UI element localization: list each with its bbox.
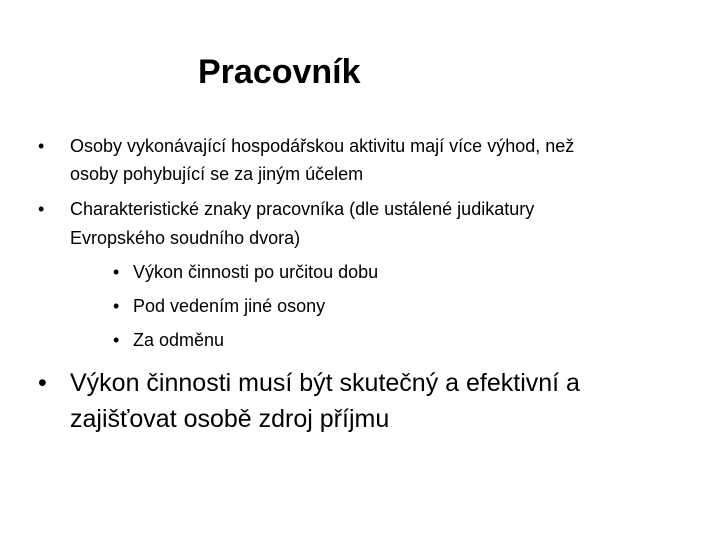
bullet-item-3-line-1: Výkon činnosti musí být skutečný a efektivní a	[70, 369, 580, 397]
slide-title: Pracovník	[198, 53, 361, 91]
bullet-item-2-line-2: Evropského soudního dvora)	[70, 228, 301, 248]
sub-item-2: Pod vedením jiné osony	[133, 296, 326, 316]
bullet-item-2-line-1: Charakteristické znaky pracovníka (dle ustálené judikatury	[70, 199, 535, 219]
sub-bullet-marker: •	[113, 262, 120, 282]
bullet-marker: •	[38, 369, 47, 397]
bullet-item-3-line-2: zajišťovat osobě zdroj příjmu	[70, 405, 390, 433]
sub-bullet-marker: •	[113, 296, 120, 316]
bullet-item-1-line-2: osoby pohybující se za jiným účelem	[70, 164, 364, 184]
bullet-marker: •	[38, 199, 45, 219]
bullet-marker: •	[38, 136, 45, 156]
sub-bullet-marker: •	[113, 330, 120, 350]
sub-item-3: Za odměnu	[133, 330, 225, 350]
sub-item-1: Výkon činnosti po určitou dobu	[133, 262, 379, 282]
bullet-item-1-line-1: Osoby vykonávající hospodářskou aktivitu mají více výhod, než	[70, 136, 575, 156]
